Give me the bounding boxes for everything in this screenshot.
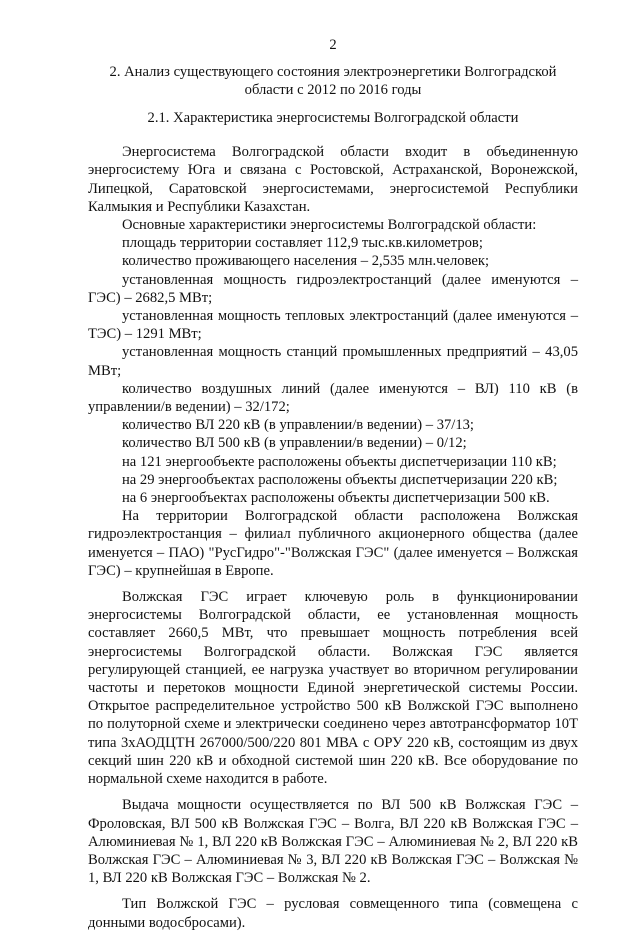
list-item: установленная мощность гидроэлектростанций (далее именуются – ГЭС) – 2682,5 МВт;	[88, 271, 578, 306]
list-item: на 29 энергообъектах расположены объекты диспетчеризации 220 кВ;	[122, 471, 558, 488]
list-item: количество воздушных линий (далее именуются – ВЛ) 110 кВ (в управлении/в ведении) – 32/172;	[88, 380, 578, 416]
list-item: установленная мощность станций промышленных предприятий – 43,05 МВт;	[88, 344, 578, 379]
section-heading-line-1: 2. Анализ существующего состояния электроэнергетики Волгоградской	[109, 64, 557, 80]
list-item: на 121 энергообъекте расположены объекты диспетчеризации 110 кВ;	[122, 453, 557, 470]
subsection-heading: 2.1. Характеристика энергосистемы Волгоградской области	[147, 110, 519, 127]
list-item: установленная мощность тепловых электростанций (далее именуются – ТЭС) – 1291 МВт;	[88, 308, 578, 343]
paragraph-characteristics-title: Основные характеристики энергосистемы Волгоградской области:	[122, 217, 537, 233]
body-text	[88, 143, 578, 932]
paragraph-volzhskaya-ges: На территории Волгоградской области расположена Волжская гидроэлектростанция – филиал публичного акционерного общества (далее именуется – ПАО) "РусГидро"-"Волжская ГЭС" (далее именуется – Волжская ГЭС) – крупнейшая в Европе.	[88, 508, 578, 579]
paragraph-power-output: Выдача мощности осуществляется по ВЛ 500 кВ Волжская ГЭС – Фроловская, ВЛ 500 кВ Волжская ГЭС – Волга, ВЛ 220 кВ Волжская ГЭС – Алюминиевая № 1, ВЛ 220 кВ Волжская ГЭС – Алюминиевая № 2, ВЛ 220 кВ Волжская ГЭС – Алюминиевая № 3, ВЛ 220 кВ Волжская ГЭС – Волжская № 1, ВЛ 220 кВ Волжская ГЭС – Волжская № 2.	[88, 797, 578, 887]
list-item: площадь территории составляет 112,9 тыс.кв.километров;	[122, 235, 483, 252]
list-item: количество проживающего населения – 2,535 млн.человек;	[122, 253, 490, 270]
section-heading-line-2: области с 2012 по 2016 годы	[244, 81, 422, 98]
paragraph-ges-type: Тип Волжской ГЭС – русловая совмещенного типа (совмещена с донными водосбросами).	[88, 896, 578, 931]
list-item: количество ВЛ 220 кВ (в управлении/в ведении) – 37/13;	[122, 417, 474, 434]
list-item: количество ВЛ 500 кВ (в управлении/в ведении) – 0/12;	[122, 435, 467, 452]
page-number: 2	[329, 37, 337, 53]
list-item: на 6 энергообъектах расположены объекты диспетчеризации 500 кВ.	[122, 490, 550, 507]
paragraph-intro: Энергосистема Волгоградской области входит в объединенную энергосистему Юга и связана с Ростовской, Астраханской, Воронежской, Липецкой, Саратовской энергосистемами, энергосистемой Республики Калмыкия и Республики Казахстан.	[88, 144, 578, 215]
paragraph-ges-role: Волжская ГЭС играет ключевую роль в функционировании энергосистемы Волгоградской области, ее установленная мощность составляет 2660,5 МВт, что превышает мощность потребления всей энергосистемы Волгоградской области. Волжская ГЭС является регулирующей станцией, ее нагрузка участвует во вторичном регулировании частоты и перетоков мощности Единой энергетической системы России. Открытое распределительное устройство 500 кВ Волжской ГЭС выполнено по полуторной схеме и электрически соединено через автотрансформатор 10Т типа 3хАОДЦТН 267000/500/220 801 МВА с ОРУ 220 кВ, состоящим из двух секций шин 220 кВ и обходной системой шин 220 кВ. Все оборудование по нормальной схеме находится в работе.	[88, 589, 578, 788]
section-heading	[88, 64, 578, 99]
